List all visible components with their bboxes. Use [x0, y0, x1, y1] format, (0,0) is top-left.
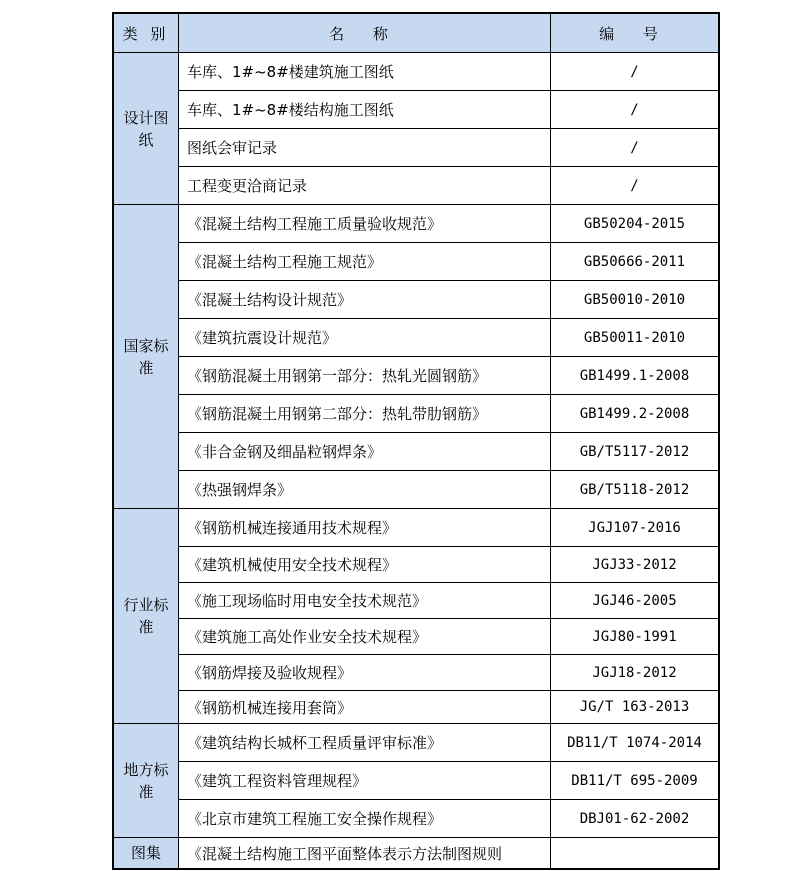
category-national-standards: 国家标准: [114, 205, 179, 509]
document-name: 《建筑施工高处作业安全技术规程》: [179, 619, 551, 655]
document-name: 《建筑工程资料管理规程》: [179, 762, 551, 800]
table-row: [114, 655, 719, 691]
document-code: DB11/T 695-2009: [551, 762, 719, 800]
document-name: 工程变更洽商记录: [179, 167, 551, 205]
table-row: [114, 243, 719, 281]
document-code: JGJ33-2012: [551, 547, 719, 583]
table-row: [114, 471, 719, 509]
document-name: 《建筑结构长城杯工程质量评审标准》: [179, 724, 551, 762]
document-name: 《钢筋机械连接用套筒》: [179, 691, 551, 724]
document-name: 《非合金钢及细晶粒钢焊条》: [179, 433, 551, 471]
table-row: [114, 433, 719, 471]
document-code: /: [551, 91, 719, 129]
document-code: GB/T5117-2012: [551, 433, 719, 471]
table-row: [114, 619, 719, 655]
document-name: 《建筑抗震设计规范》: [179, 319, 551, 357]
document-name: 图纸会审记录: [179, 129, 551, 167]
document-code: GB50666-2011: [551, 243, 719, 281]
document-code: JGJ46-2005: [551, 583, 719, 619]
document-code: GB50011-2010: [551, 319, 719, 357]
table-row: [114, 205, 719, 243]
document-name: 《热强钢焊条》: [179, 471, 551, 509]
table-row: [114, 91, 719, 129]
header-code: 编 号: [551, 14, 719, 53]
document-name: 《钢筋机械连接通用技术规程》: [179, 509, 551, 547]
table-row: [114, 319, 719, 357]
document-name: 《施工现场临时用电安全技术规范》: [179, 583, 551, 619]
document-code: GB/T5118-2012: [551, 471, 719, 509]
table-row: [114, 583, 719, 619]
table-header-row: [114, 14, 719, 53]
document-code: /: [551, 53, 719, 91]
document-code: DBJ01-62-2002: [551, 800, 719, 838]
document-name: 车库、1#~8#楼结构施工图纸: [179, 91, 551, 129]
document-code: GB1499.1-2008: [551, 357, 719, 395]
table-row: [114, 357, 719, 395]
document-code: GB50204-2015: [551, 205, 719, 243]
table-row: [114, 800, 719, 838]
document-code: /: [551, 129, 719, 167]
document-code: GB50010-2010: [551, 281, 719, 319]
table-row: [114, 509, 719, 547]
table-row: [114, 724, 719, 762]
category-industry-standards: 行业标准: [114, 509, 179, 724]
standards-table: [113, 13, 719, 869]
document-name: 《钢筋混凝土用钢第一部分：热轧光圆钢筋》: [179, 357, 551, 395]
document-code: [551, 838, 719, 869]
category-design-drawings: 设计图纸: [114, 53, 179, 205]
document-code: JG/T 163-2013: [551, 691, 719, 724]
document-name: 《钢筋混凝土用钢第二部分：热轧带肋钢筋》: [179, 395, 551, 433]
table-row: [114, 53, 719, 91]
document-code: JGJ18-2012: [551, 655, 719, 691]
category-local-standards: 地方标准: [114, 724, 179, 838]
standards-table-container: [112, 12, 720, 870]
document-name: 《混凝土结构工程施工质量验收规范》: [179, 205, 551, 243]
document-name: 《建筑机械使用安全技术规程》: [179, 547, 551, 583]
category-atlas: 图集: [114, 838, 179, 869]
document-name: 《混凝土结构工程施工规范》: [179, 243, 551, 281]
table-row: [114, 838, 719, 869]
document-code: JGJ80-1991: [551, 619, 719, 655]
header-category: 类 别: [114, 14, 179, 53]
document-code: GB1499.2-2008: [551, 395, 719, 433]
document-name: 《北京市建筑工程施工安全操作规程》: [179, 800, 551, 838]
table-row: [114, 281, 719, 319]
document-name: 《混凝土结构施工图平面整体表示方法制图规则: [179, 838, 551, 869]
document-code: /: [551, 167, 719, 205]
table-row: [114, 167, 719, 205]
table-row: [114, 547, 719, 583]
document-code: DB11/T 1074-2014: [551, 724, 719, 762]
table-row: [114, 691, 719, 724]
table-row: [114, 762, 719, 800]
document-name: 《钢筋焊接及验收规程》: [179, 655, 551, 691]
document-code: JGJ107-2016: [551, 509, 719, 547]
document-name: 《混凝土结构设计规范》: [179, 281, 551, 319]
header-name: 名 称: [179, 14, 551, 53]
table-row: [114, 395, 719, 433]
table-row: [114, 129, 719, 167]
document-name: 车库、1#~8#楼建筑施工图纸: [179, 53, 551, 91]
